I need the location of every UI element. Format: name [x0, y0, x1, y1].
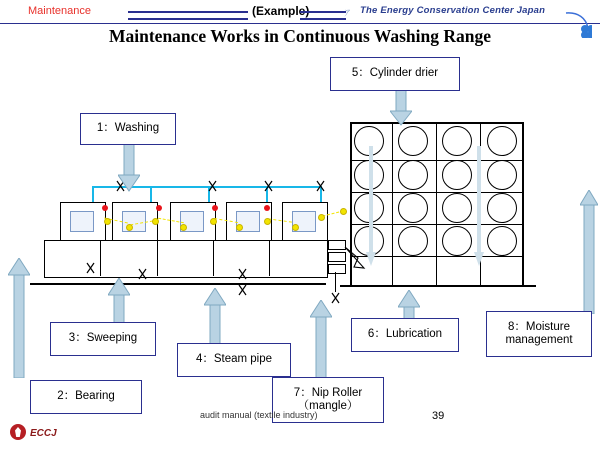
- header-example-label: (Example): [252, 4, 310, 18]
- nip-roller-valve-icon: [331, 292, 340, 304]
- roller-yellow-4: [180, 224, 187, 231]
- drier-cylinder-r2c2: [398, 160, 428, 190]
- frame-divider-3: [213, 240, 214, 276]
- drier-post-2: [436, 122, 437, 286]
- indicator-red-4: [264, 205, 270, 211]
- header-mark: ｱ: [344, 8, 349, 18]
- roller-yellow-10: [340, 208, 347, 215]
- callout-moisture-line2: management: [505, 334, 573, 346]
- drier-cylinder-r4c3: [442, 226, 472, 256]
- callout-lubrication[interactable]: 6：Lubrication: [351, 318, 459, 352]
- roller-yellow-8: [292, 224, 299, 231]
- arrow-cylinder-drier: [390, 88, 412, 126]
- drier-cylinder-r4c4: [487, 226, 517, 256]
- frame-divider-2: [157, 240, 158, 276]
- arrow-sweeping: [108, 278, 130, 326]
- roller-yellow-7: [264, 218, 271, 225]
- header-divider: [0, 23, 600, 24]
- header-organization: The Energy Conservation Center Japan: [360, 5, 546, 16]
- drier-flow-arrow-right: [474, 146, 484, 266]
- callout-nip-line2: （mangle）: [297, 400, 359, 412]
- roller-yellow-1: [104, 218, 111, 225]
- callout-moisture-management[interactable]: [486, 311, 592, 357]
- arrow-bearing: [8, 258, 30, 378]
- bearing-icon-1: [86, 262, 95, 274]
- frame-divider-4: [269, 240, 270, 276]
- callout-steam-pipe[interactable]: 4：Steam pipe: [177, 343, 291, 377]
- arrow-moisture: [580, 190, 598, 314]
- page-title: Maintenance Works in Continuous Washing Range: [108, 26, 492, 46]
- washing-tank-1-window: [70, 211, 94, 232]
- nip-roller-stem: [335, 272, 336, 292]
- eccj-logo-icon: [10, 424, 26, 440]
- callout-nip-line1: 7：Nip Roller: [293, 386, 363, 399]
- frame-divider-1: [100, 240, 101, 276]
- bearing-icon-4: [238, 284, 247, 296]
- drier-cylinder-r1c2: [398, 126, 428, 156]
- indicator-red-2: [156, 205, 162, 211]
- drier-cylinder-r4c2: [398, 226, 428, 256]
- valve-icon-2: [208, 180, 217, 192]
- drier-cylinder-r3c2: [398, 193, 428, 223]
- bearing-icon-2: [138, 268, 147, 280]
- valve-icon-3: [264, 180, 273, 192]
- roller-yellow-3: [152, 218, 159, 225]
- header-maintenance-label: Maintenance: [28, 5, 91, 17]
- drier-cylinder-r2c3: [442, 160, 472, 190]
- drier-post-1: [392, 122, 393, 286]
- arrow-nip-roller: [310, 300, 332, 378]
- valve-icon-4: [316, 180, 325, 192]
- drier-cylinder-r1c4: [487, 126, 517, 156]
- roller-yellow-9: [318, 214, 325, 221]
- supply-pipe-drop-2: [150, 186, 152, 202]
- drier-cylinder-r2c4: [487, 160, 517, 190]
- drier-flow-arrow-left: [366, 146, 376, 266]
- drier-floor-line: [340, 285, 536, 287]
- machine-floor-line: [30, 283, 326, 285]
- callout-washing[interactable]: 1：Washing: [80, 113, 176, 145]
- drier-cylinder-r3c4: [487, 193, 517, 223]
- arrow-washing: [118, 142, 140, 192]
- roller-yellow-5: [210, 218, 217, 225]
- bearing-icon-3: [238, 268, 247, 280]
- footer-brand: ECCJ: [30, 428, 57, 439]
- callout-cylinder-drier[interactable]: 5：Cylinder drier: [330, 57, 460, 91]
- header-rule-left: [128, 11, 248, 20]
- callout-sweeping[interactable]: 3：Sweeping: [50, 322, 156, 356]
- header-rule-right: [300, 11, 346, 20]
- arrow-steam-pipe: [204, 288, 226, 344]
- roller-yellow-6: [236, 224, 243, 231]
- footer-note: audit manual (textile industry): [200, 410, 318, 420]
- callout-bearing[interactable]: 2：Bearing: [30, 380, 142, 414]
- drier-cylinder-r3c3: [442, 193, 472, 223]
- drier-frame-right: [522, 122, 524, 286]
- drier-cylinder-r1c3: [442, 126, 472, 156]
- indicator-red-3: [212, 205, 218, 211]
- roller-yellow-2: [126, 224, 133, 231]
- indicator-red-1: [102, 205, 108, 211]
- supply-pipe-drop-1: [92, 186, 94, 202]
- drier-frame-left: [350, 122, 352, 286]
- callout-moisture-line1: 8：Moisture: [508, 320, 570, 333]
- page-number: 39: [432, 410, 445, 422]
